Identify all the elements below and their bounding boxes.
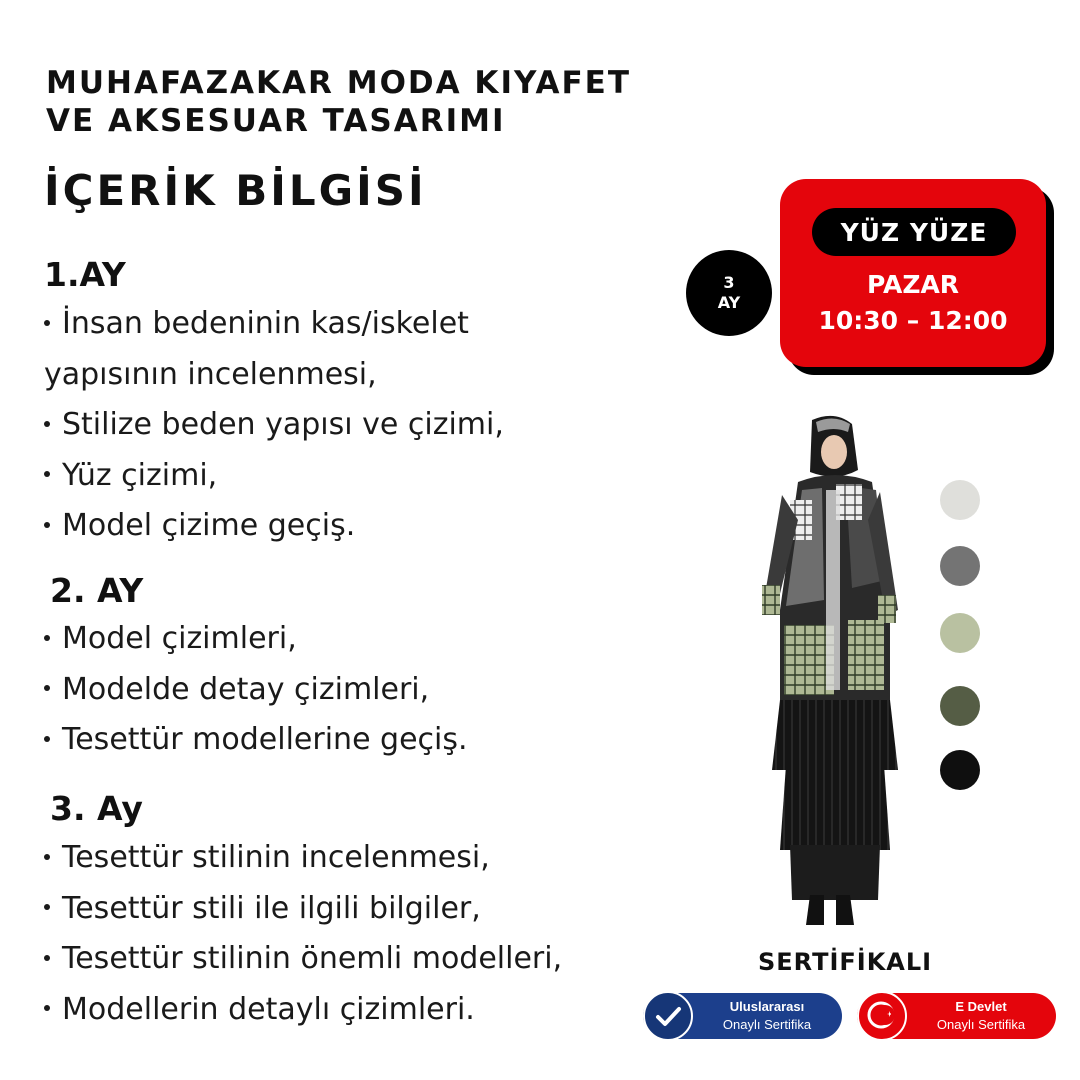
list-item: Tesettür modellerine geçiş. xyxy=(44,715,468,766)
bullet-icon xyxy=(44,955,50,961)
color-swatch xyxy=(940,546,980,586)
month-2-heading: 2. AY xyxy=(50,571,144,610)
bullet-icon xyxy=(44,320,50,326)
list-item: Tesettür stili ile ilgili bilgiler, xyxy=(44,884,562,935)
bullet-icon xyxy=(44,522,50,528)
list-item: yapısının incelenmesi, xyxy=(44,356,377,392)
list-item: Model çizimleri, xyxy=(44,614,468,665)
list-item: Modellerin detaylı çizimleri. xyxy=(44,985,562,1036)
certificate-label: SERTİFİKALI xyxy=(758,948,933,976)
duration-number: 3 xyxy=(723,273,735,292)
month-1-list xyxy=(44,299,504,552)
month-3-list xyxy=(44,833,562,1035)
check-icon xyxy=(643,991,693,1041)
format-pill: YÜZ YÜZE xyxy=(812,208,1016,256)
edevlet-logo-icon xyxy=(857,991,907,1041)
list-item: Yüz çizimi, xyxy=(44,451,504,502)
list-item: Model çizime geçiş. xyxy=(44,501,504,552)
list-item: Tesettür stilinin önemli modelleri, xyxy=(44,934,562,985)
course-title-line2: VE AKSESUAR TASARIMI xyxy=(46,103,506,139)
color-swatch xyxy=(940,750,980,790)
bullet-icon xyxy=(44,1005,50,1011)
certificate-title: E Devlet xyxy=(955,999,1007,1014)
month-3-heading: 3. Ay xyxy=(50,789,143,828)
bullet-icon xyxy=(44,736,50,742)
edevlet-certificate-badge xyxy=(857,993,1056,1039)
month-2-list xyxy=(44,614,468,766)
list-item: Stilize beden yapısı ve çizimi, xyxy=(44,400,504,451)
schedule-time: 10:30 – 12:00 xyxy=(818,306,1008,335)
certificate-title: Uluslararası xyxy=(729,999,805,1014)
bullet-icon xyxy=(44,854,50,860)
duration-badge xyxy=(686,250,772,336)
bullet-icon xyxy=(44,904,50,910)
content-info-heading: İÇERİK BİLGİSİ xyxy=(44,166,427,215)
fashion-illustration xyxy=(740,410,910,935)
schedule-day: PAZAR xyxy=(866,270,960,299)
bullet-icon xyxy=(44,685,50,691)
bullet-icon xyxy=(44,421,50,427)
color-swatch xyxy=(940,686,980,726)
list-item: İnsan bedeninin kas/iskelet xyxy=(44,299,504,350)
duration-unit: AY xyxy=(717,293,741,312)
bullet-icon xyxy=(44,471,50,477)
course-title-line1: MUHAFAZAKAR MODA KIYAFET xyxy=(46,65,631,101)
month-1-heading: 1.AY xyxy=(44,255,126,294)
certificate-subtitle: Onaylı Sertifika xyxy=(722,1017,812,1032)
list-item: Modelde detay çizimleri, xyxy=(44,665,468,716)
course-title xyxy=(46,64,631,140)
international-certificate-badge xyxy=(643,993,842,1039)
bullet-icon xyxy=(44,635,50,641)
list-item: Tesettür stilinin incelenmesi, xyxy=(44,833,562,884)
color-swatch xyxy=(940,613,980,653)
color-swatch xyxy=(940,480,980,520)
certificate-subtitle: Onaylı Sertifika xyxy=(936,1017,1026,1032)
